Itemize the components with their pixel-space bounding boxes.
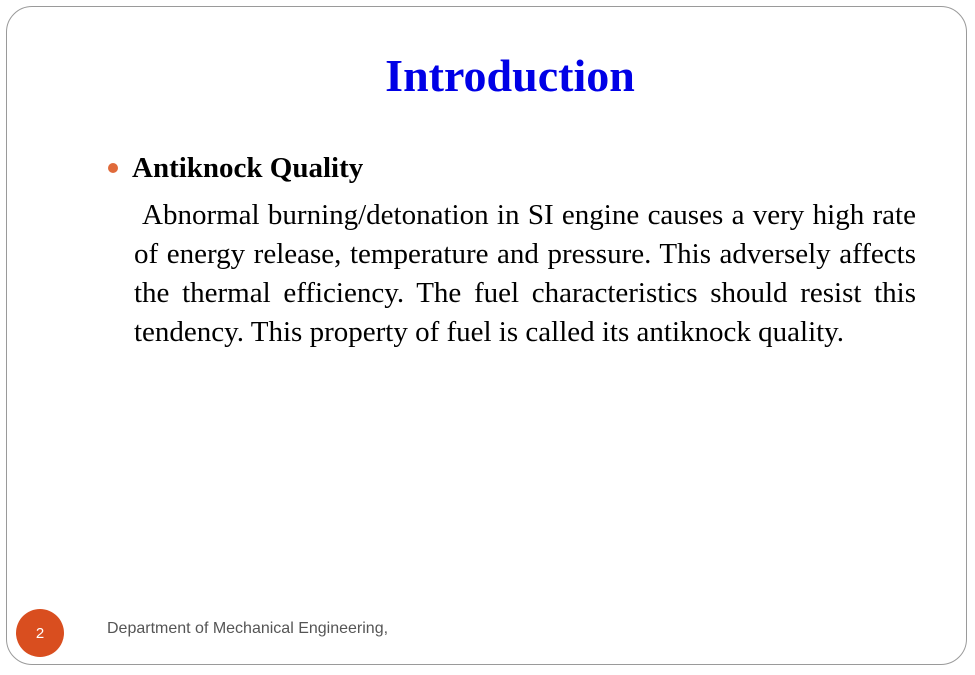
bullet-heading: Antiknock Quality — [132, 151, 364, 184]
slide-title: Introduction — [385, 50, 635, 101]
bullet-dot-icon — [108, 163, 118, 173]
page-number-badge: 2 — [16, 609, 64, 657]
bullet-body-text: Abnormal burning/detonation in SI engine causes a very high rate of energy release, temperature and pressure. This adversely affects the thermal efficiency. The fuel characteristics should resist this tendency. This property of fuel is called its antiknock quality. — [134, 199, 916, 348]
footer-department: Department of Mechanical Engineering, — [107, 620, 389, 637]
bullet-item — [108, 150, 363, 186]
